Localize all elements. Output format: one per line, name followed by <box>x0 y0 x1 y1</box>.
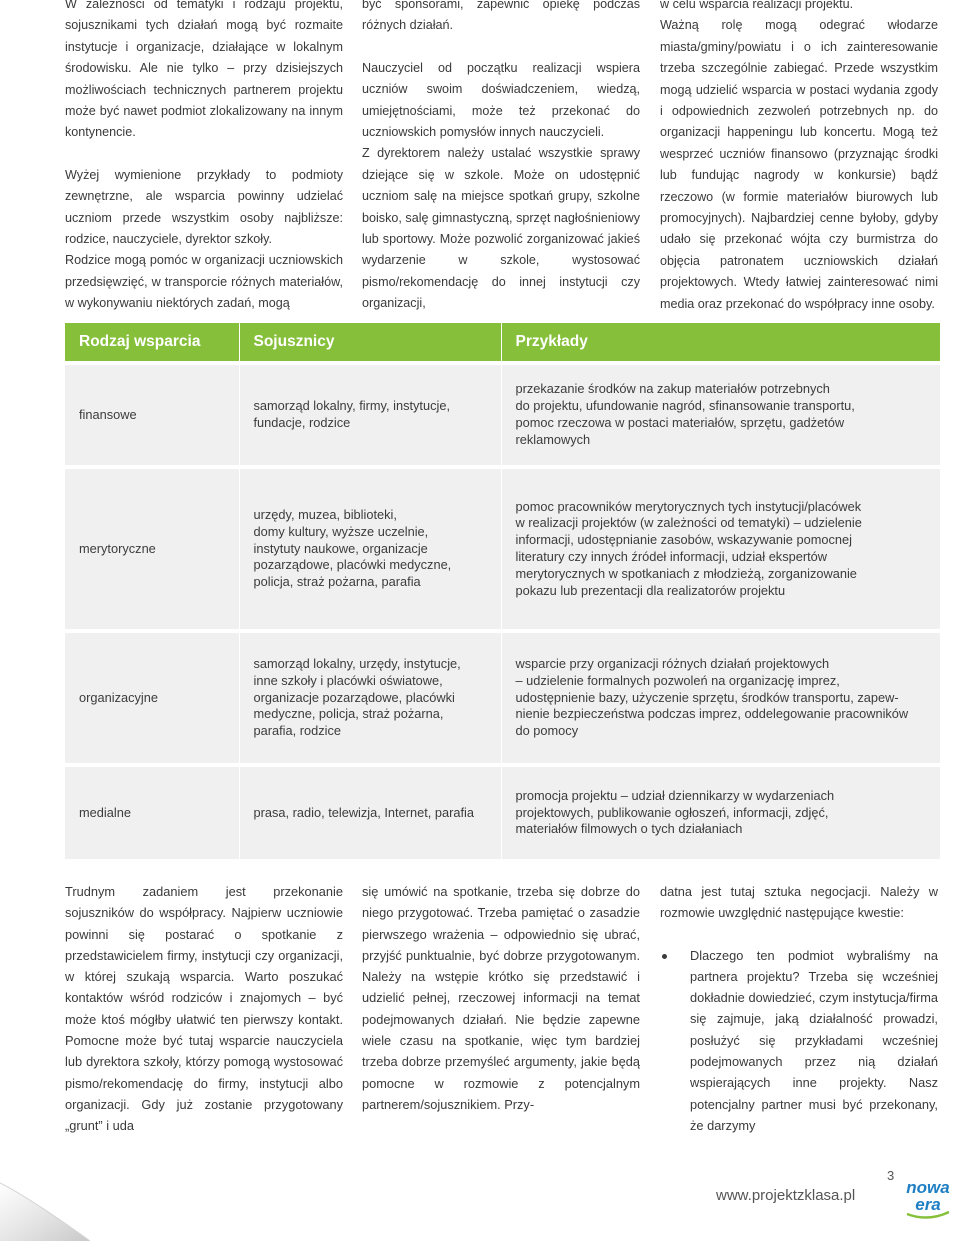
cell-line: przekazanie środków na zakup materiałów potrzebnych <box>515 381 830 397</box>
allies-cell <box>239 467 501 631</box>
cell-line: organizacje pozarządowe, placówki <box>253 689 455 705</box>
allies-cell <box>239 363 501 467</box>
cell-line: promocja projektu – udział dziennikarzy w wydarzeniach <box>515 787 835 803</box>
allies-cell <box>239 765 501 859</box>
support-type-cell: merytoryczne <box>65 467 239 631</box>
cell-line: instytuty naukowe, organizacje <box>253 540 428 556</box>
cell-line: do pomocy <box>515 723 579 739</box>
allies-cell <box>239 631 501 765</box>
intro-column-3 <box>660 0 938 315</box>
cell-line: reklamowych <box>515 431 591 447</box>
examples-cell <box>501 363 940 467</box>
cell-line: informacji, udostępnianie zasobów, wskazywanie pomocnej <box>515 532 852 548</box>
examples-cell <box>501 631 940 765</box>
cell-line: pomoc rzeczowa w postaci materiałów, sprzętu, gadżetów <box>515 415 845 430</box>
cell-line: domy kultury, wyższe uczelnie, <box>253 523 429 539</box>
cell-line: merytorycznych w spotkaniach z młodzieżą, zorganizowanie <box>515 565 857 581</box>
cell-line: w realizacji projektów (w zależności od tematyki) – udzielenie <box>515 515 862 531</box>
paragraph: Rodzice mogą pomóc w organizacji uczniowskich przedsięwzięć, w transporcie różnych materiałów, w wykonywaniu niektórych zadań, mogą <box>65 253 343 311</box>
support-type-cell: finansowe <box>65 363 239 467</box>
cell-line: pomoc pracowników merytorycznych tych instytucji/placówek <box>515 498 862 514</box>
paragraph: być sponsorami, zapewnić opiekę podczas różnych działań. <box>362 0 640 33</box>
cell-line: inne szkoły i placówki oświatowe, <box>253 672 443 688</box>
cell-line: do projektu, ufundowanie nagród, sfinansowanie transportu, <box>515 398 855 414</box>
paragraph: Trudnym zadaniem jest przekonanie sojuszników do współpracy. Najpierw uczniowie powinni się postarać o spotkanie z przedstawicielem firmy, instytucji czy organizacji, w której szukają wsparcia. Warto poszukać kontaktów wśród rodziców i znajomych – być może ktoś mógłby ułatwić ten pierwszy kontakt. Pomocne może być tutaj wsparcie nauczyciela lub dyrektora szkoły, którzy pomogą wystosować pismo/rekomendację do firmy, instytucji albo organizacji. Gdy już zostanie przygotowany „grunt” i uda <box>65 884 343 1134</box>
footer-url[interactable]: www.projektzklasa.pl <box>716 1187 856 1204</box>
table-header-row <box>65 323 940 363</box>
page-number: 3 <box>887 1168 895 1183</box>
table-row <box>65 467 940 631</box>
paragraph: Nauczyciel od początku realizacji wspiera uczniów swoim doświadczeniem, wiedzą, umiejętnościami, może też przekonać do uczniowskich pomysłów innych nauczycieli. <box>362 60 640 140</box>
table-row <box>65 765 940 859</box>
support-type-cell: organizacyjne <box>65 631 239 765</box>
support-type-cell: medialne <box>65 765 239 859</box>
cell-line: materiałów filmowych o tych działaniach <box>515 821 743 837</box>
table-row <box>65 631 940 765</box>
paragraph: datna jest tutaj sztuka negocjacji. Należy w rozmowie uwzględnić następujące kwestie: <box>660 884 938 921</box>
header-allies: Sojusznicy <box>239 323 501 363</box>
paragraph: Ważną rolę mogą odegrać włodarze miasta/gminy/powiatu i o ich zainteresowanie trzeba szczególnie zabiegać. Przede wszystkim mogą udzielić wsparcia w postaci wydania zgody i odpowiednich zezwoleń potrzebnych np. do organizacji happeningu lub koncertu. Mogą też wesprzeć uczniów finansowo (przyznając środki lub fundując nagrody w konkursie) bądź rzeczowo (w formie materiałów biurowych lub promocyjnych). Najbardziej cenne byłoby, gdyby udało się przekonać wójta czy burmistrza do objęcia patronatem uczniowskich działań projektowych. Wtedy łatwiej zainteresować nimi media oraz przekonać do współpracy inne osoby. <box>660 18 938 311</box>
paragraph: w celu wsparcia realizacji projektu. <box>660 0 854 11</box>
cell-line: samorząd lokalny, firmy, instytucje, <box>253 398 451 414</box>
cell-line: parafia, rodzice <box>253 723 341 739</box>
header-support-type: Rodzaj wsparcia <box>65 323 239 363</box>
cell-line: medyczne, policja, straż pożarna, <box>253 706 444 722</box>
cell-line: policja, straż pożarna, parafia <box>253 574 421 590</box>
cell-line: wsparcie przy organizacji różnych działań projektowych <box>515 656 830 671</box>
cell-line: nienie bezpieczeństwa podczas imprez, oddelegowanie pracowników <box>515 706 909 722</box>
header-examples: Przykłady <box>501 323 940 363</box>
cell-line: fundacje, rodzice <box>253 415 351 430</box>
paragraph: Wyżej wymienione przykłady to podmioty zewnętrzne, ale wsparcia powinny udzielać uczniom przede wszystkim osoby najbliższe: rodzice, nauczyciele, dyrektor szkoły. <box>65 167 343 247</box>
cell-line: samorząd lokalny, urzędy, instytucje, <box>253 656 461 671</box>
examples-cell <box>501 467 940 631</box>
bullet-icon <box>662 954 667 959</box>
intro-column-2 <box>362 0 640 315</box>
cell-line: literatury czy innych źródeł informacji, udział ekspertów <box>515 549 828 564</box>
examples-cell <box>501 765 940 859</box>
nowa-era-logo <box>901 1166 955 1222</box>
bottom-column-3 <box>660 881 938 1136</box>
paragraph: W zależności od tematyki i rodzaju projektu, sojusznikami tych działań mogą być rozmaite instytucje i organizacje, działające w lokalnym środowisku. Ale nie tylko – przy dzisiejszych możliwościach technicznych partnerem projektu może być nawet podmiot zlokalizowany na innym kontynencie. <box>65 0 343 140</box>
bullet-item <box>660 945 938 1137</box>
logo-text-top: nowa <box>906 1178 950 1197</box>
table-row <box>65 363 940 467</box>
support-table <box>65 323 940 859</box>
paragraph: Z dyrektorem należy ustalać wszystkie sprawy dziejące się w szkole. Może on udostępnić uczniom salę na miejsce spotkań grupy, szkolne boisko, salę gimnastyczną, sprzęt nagłośnieniowy lub sportowy. Może pozwolić zorganizować jakieś wydarzenie w szkole, wystosować pismo/rekomendację do innej instytucji czy organizacji, <box>362 146 640 311</box>
bottom-column-2 <box>362 881 640 1115</box>
paragraph: się umówić na spotkanie, trzeba się dobrze do niego przygotować. Trzeba pamiętać o zasadzie pierwszego wrażenia – odpowiednio się ubrać, przyjść punktualnie, być dobrze przygotowanym. Należy na wstępie krótko się przedstawić i udzielić pełnej, rzeczowej informacji na temat podejmowanych działań. Nie będzie zapewne wiele czasu na spotkanie, więc tym bardziej trzeba dobrze przemyśleć argumenty, jakie będą pomocne w rozmowie z potencjalnym partnerem/sojusznikiem. Przy- <box>362 884 640 1112</box>
logo-text-bottom: era <box>915 1195 941 1214</box>
cell-line: pokazu lub prezentacji dla realizatorów projektu <box>515 582 786 598</box>
cell-line: prasa, radio, telewizja, Internet, parafia <box>253 804 475 820</box>
bottom-column-1 <box>65 881 343 1137</box>
cell-line: projektowych, publikowanie ogłoszeń, informacji, zdjęć, <box>515 804 829 820</box>
cell-line: udostępnienie bazy, użyczenie sprzętu, środków transportu, zapew- <box>515 689 899 705</box>
cell-line: urzędy, muzea, biblioteki, <box>253 507 397 522</box>
intro-column-1 <box>65 0 343 315</box>
bullet-text: Dlaczego ten podmiot wybraliśmy na partnera projektu? Trzeba się wcześniej dokładnie dowiedzieć, czym instytucja/firma się zajmuje, jaką działalność prowadzi, posłużyć się przykładami wcześniej podejmowanych przez nią działań wspierających inne projekty. Nasz potencjalny partner musi być przekonany, że darzymy <box>690 947 938 1133</box>
page-corner-decoration <box>0 1158 90 1241</box>
cell-line: – udzielenie formalnych pozwoleń na organizację imprez, <box>515 672 840 688</box>
cell-line: pozarządowe, placówki medyczne, <box>253 557 452 573</box>
